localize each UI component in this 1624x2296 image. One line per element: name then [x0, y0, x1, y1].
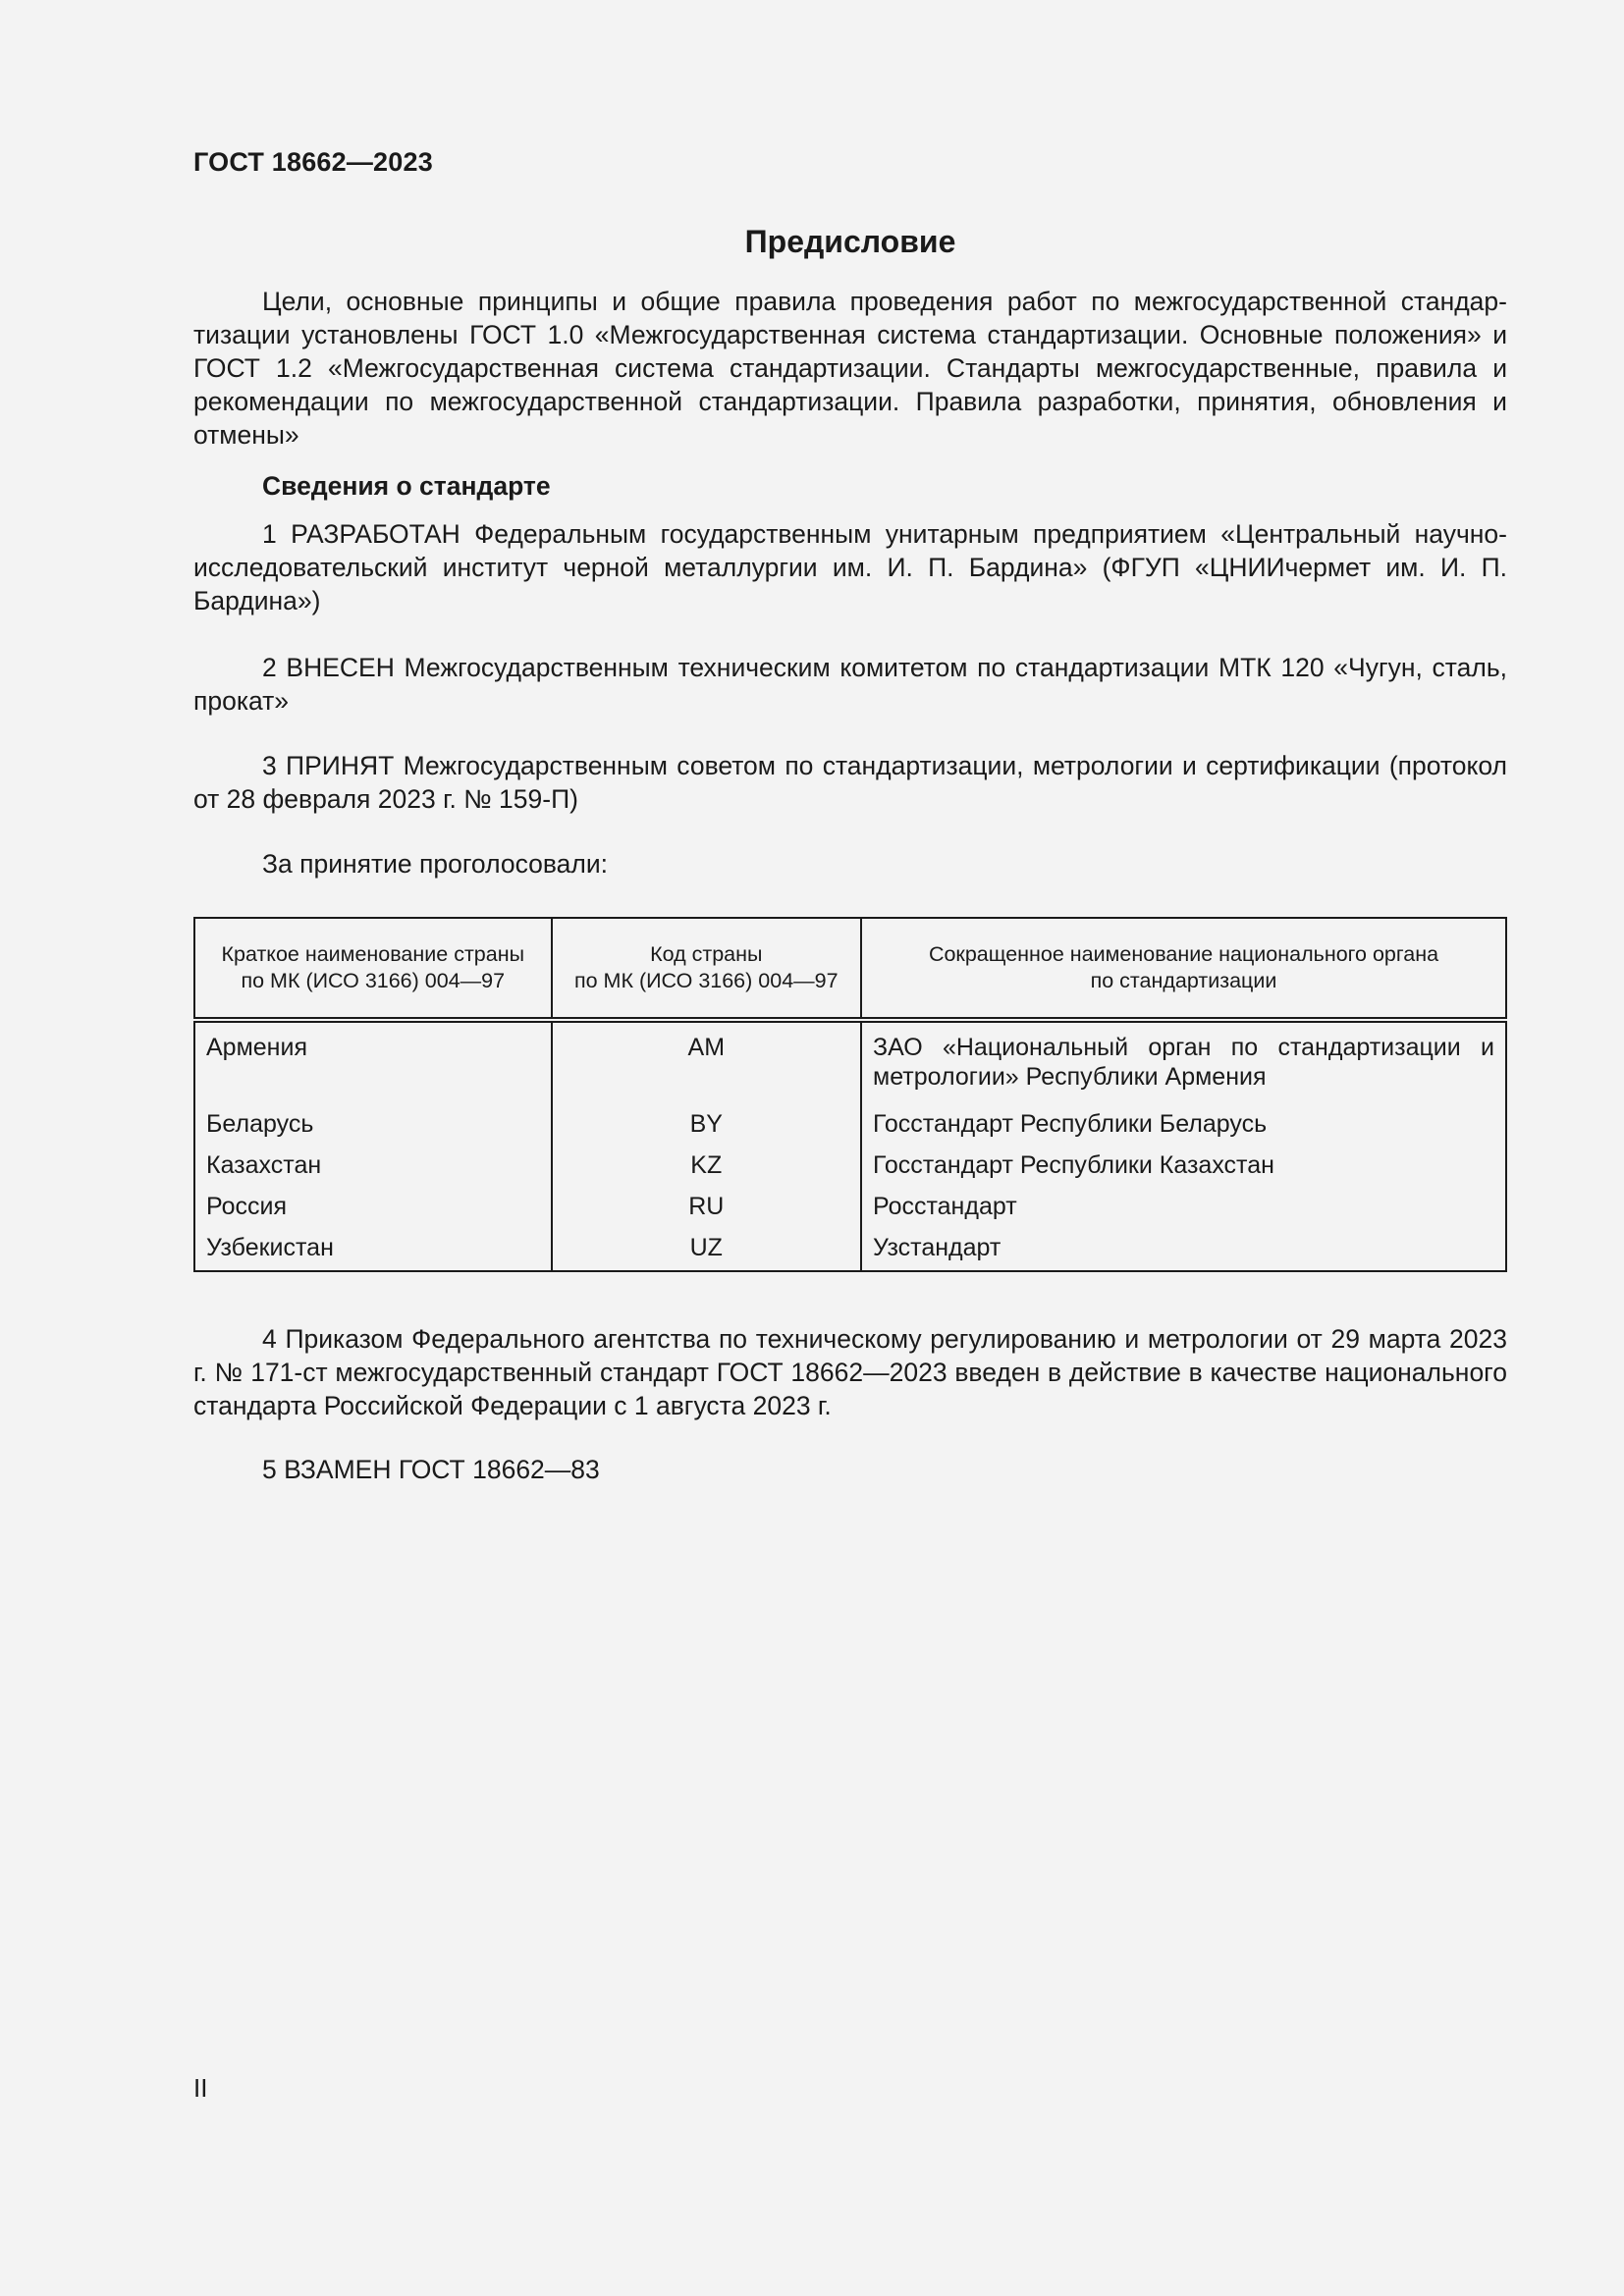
cell-country: Беларусь	[206, 1110, 314, 1138]
cell-national-body: Узстандарт	[861, 1227, 1506, 1271]
table-row	[194, 1103, 1506, 1145]
table-row	[194, 1020, 1506, 1103]
page-number: II	[193, 2073, 208, 2103]
cell-country: Узбекистан	[206, 1234, 334, 1261]
header-country-code: Код страны по МК (ИСО 3166) 004—97	[552, 918, 861, 1020]
cell-country: Армения	[206, 1034, 307, 1061]
table-row	[194, 1227, 1506, 1271]
paragraph-adopted: 3 ПРИНЯТ Межгосударственным советом по стандартизации, метрологии и сертификации (протокол от 28 февраля 2023 г. № 159-П)	[193, 751, 1507, 814]
page-title: Предисловие	[744, 224, 956, 259]
cell-code: KZ	[552, 1145, 861, 1186]
cell-country: Россия	[206, 1193, 287, 1220]
paragraph-replaces: 5 ВЗАМЕН ГОСТ 18662—83	[262, 1455, 600, 1484]
paragraph-enacted: 4 Приказом Федерального агентства по техническому регулированию и метрологии от 29 марта 2023 г. № 171-ст межгосударственный стандарт ГОСТ 18662—2023 введен в действие в качестве национального стандарта Российской Федерации с 1 августа 2023 г.	[193, 1324, 1507, 1420]
cell-national-body: Госстандарт Республики Беларусь	[861, 1103, 1506, 1145]
paragraph-vote-intro: За принятие проголосовали:	[262, 849, 609, 879]
cell-code: AM	[552, 1020, 861, 1103]
table-row	[194, 1145, 1506, 1186]
table-header-row	[194, 918, 1506, 1020]
document-id: ГОСТ 18662—2023	[193, 147, 433, 177]
intro-paragraph: Цели, основные принципы и общие правила проведения работ по межгосударственной стандартизации установлены ГОСТ 1.0 «Межгосударственная система стандартизации. Основные положения» и ГОСТ 1.2 «Межгосударственная система стандартизации. Стандарты межгосударственные, правила и рекомендации по межгосударственной стандартизации. Правила разработки, принятия, обновления и отмены»	[193, 287, 1507, 450]
cell-code: RU	[552, 1186, 861, 1227]
cell-national-body: Госстандарт Республики Казахстан	[861, 1145, 1506, 1186]
cell-national-body: ЗАО «Национальный орган по стандартизации и метрологии» Республики Армения	[861, 1020, 1506, 1103]
header-national-body: Сокращенное наименование национального органа по стандартизации	[861, 918, 1506, 1020]
section-subheading: Сведения о стандарте	[262, 471, 551, 501]
paragraph-developed: 1 РАЗРАБОТАН Федеральным государственным унитарным предприятием «Центральный научно-исследовательский институт черной металлургии им. И. П. Бардина» (ФГУП «ЦНИИчермет им. И. П. Бардина»)	[193, 519, 1507, 615]
voting-countries-table	[193, 917, 1507, 1272]
cell-code: UZ	[552, 1227, 861, 1271]
cell-national-body: Росстандарт	[861, 1186, 1506, 1227]
header-country-name: Краткое наименование страны по МК (ИСО 3166) 004—97	[194, 918, 552, 1020]
table-row	[194, 1186, 1506, 1227]
cell-country: Казахстан	[206, 1151, 322, 1179]
paragraph-submitted: 2 ВНЕСЕН Межгосударственным техническим комитетом по стандартизации МТК 120 «Чугун, сталь, прокат»	[193, 653, 1507, 716]
cell-code: BY	[552, 1103, 861, 1145]
